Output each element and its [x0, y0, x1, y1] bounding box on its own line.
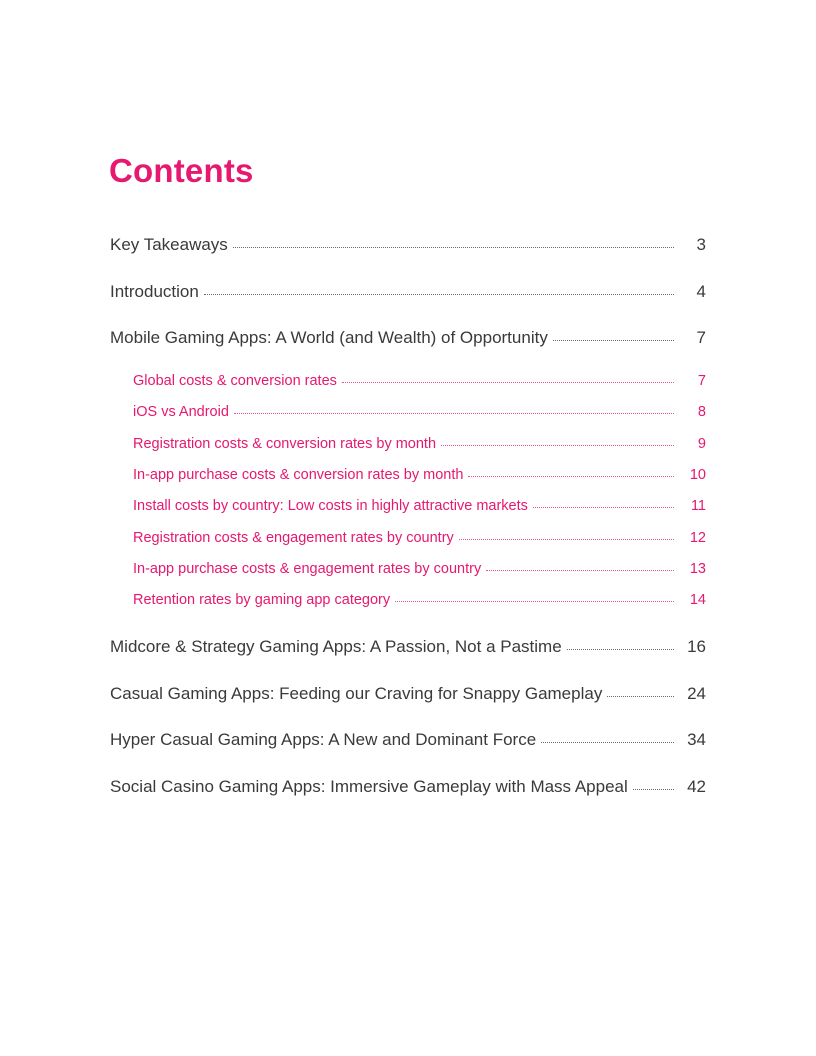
toc-subentry-ios-vs-android[interactable]	[133, 404, 674, 420]
toc-entry-label: Global costs & conversion rates	[133, 373, 337, 389]
dot-leader	[234, 413, 674, 414]
dot-leader	[486, 570, 674, 571]
toc-page-number: 9	[697, 436, 706, 452]
dot-leader	[395, 601, 674, 602]
dot-leader	[204, 294, 674, 295]
dot-leader	[533, 507, 674, 508]
toc-subentry-in-app-by-country[interactable]	[133, 561, 674, 577]
dot-leader	[233, 247, 674, 248]
toc-entry-label: Casual Gaming Apps: Feeding our Craving for Snappy Gameplay	[110, 684, 603, 703]
toc-page-number: 42	[687, 777, 706, 796]
toc-entry-social-casino[interactable]	[110, 777, 674, 797]
toc-subentry-registration-by-country[interactable]	[133, 530, 674, 546]
toc-subentry-retention-rates[interactable]	[133, 592, 674, 608]
dot-leader	[342, 382, 674, 383]
toc-entry-label: In-app purchase costs & engagement rates by country	[133, 561, 482, 577]
toc-entry-label: iOS vs Android	[133, 404, 229, 420]
toc-entry-label: Key Takeaways	[110, 235, 228, 254]
toc-page-number: 3	[696, 235, 706, 254]
dot-leader	[541, 742, 674, 743]
toc-entry-label: Registration costs & engagement rates by country	[133, 530, 454, 546]
toc-page-number: 12	[689, 530, 706, 546]
dot-leader	[567, 649, 674, 650]
toc-entry-key-takeaways[interactable]	[110, 235, 674, 255]
dot-leader	[468, 476, 674, 477]
toc-page-number: 16	[687, 637, 706, 656]
toc-page-number: 34	[687, 730, 706, 749]
toc-entry-mobile-gaming-apps[interactable]	[110, 328, 674, 348]
toc-page-number: 8	[697, 404, 706, 420]
dot-leader	[553, 340, 674, 341]
toc-entry-label: Midcore & Strategy Gaming Apps: A Passion, Not a Pastime	[110, 637, 562, 656]
toc-entry-label: Introduction	[110, 282, 199, 301]
toc-entry-label: Install costs by country: Low costs in highly attractive markets	[133, 498, 528, 514]
toc-page-number: 4	[696, 282, 706, 301]
dot-leader	[441, 445, 674, 446]
toc-entry-label: Social Casino Gaming Apps: Immersive Gameplay with Mass Appeal	[110, 777, 628, 796]
toc-entry-introduction[interactable]	[110, 282, 674, 302]
page-title: Contents	[109, 152, 254, 189]
toc-page-number: 24	[687, 684, 706, 703]
toc-entry-label: In-app purchase costs & conversion rates by month	[133, 467, 464, 483]
dot-leader	[607, 696, 674, 697]
toc-subentry-install-costs-by-country[interactable]	[133, 498, 674, 514]
toc-page-number: 13	[689, 561, 706, 577]
toc-entry-midcore-strategy[interactable]	[110, 637, 674, 657]
dot-leader	[459, 539, 674, 540]
dot-leader	[633, 789, 674, 790]
toc-entry-label: Registration costs & conversion rates by month	[133, 436, 437, 452]
toc-page-number: 11	[690, 498, 706, 514]
toc-entry-hyper-casual[interactable]	[110, 730, 674, 750]
toc-subentry-registration-by-month[interactable]	[133, 436, 674, 452]
toc-entry-label: Mobile Gaming Apps: A World (and Wealth) of Opportunity	[110, 328, 548, 347]
toc-subentry-in-app-by-month[interactable]	[133, 467, 674, 483]
toc-page-number: 14	[689, 592, 706, 608]
toc-entry-casual-gaming[interactable]	[110, 684, 674, 704]
toc-page-number: 7	[697, 373, 706, 389]
toc-subentry-global-costs[interactable]	[133, 373, 674, 389]
toc-entry-label: Retention rates by gaming app category	[133, 592, 391, 608]
toc-entry-label: Hyper Casual Gaming Apps: A New and Dominant Force	[110, 730, 537, 749]
toc-page-number: 7	[696, 328, 706, 347]
toc-page-number: 10	[689, 467, 706, 483]
